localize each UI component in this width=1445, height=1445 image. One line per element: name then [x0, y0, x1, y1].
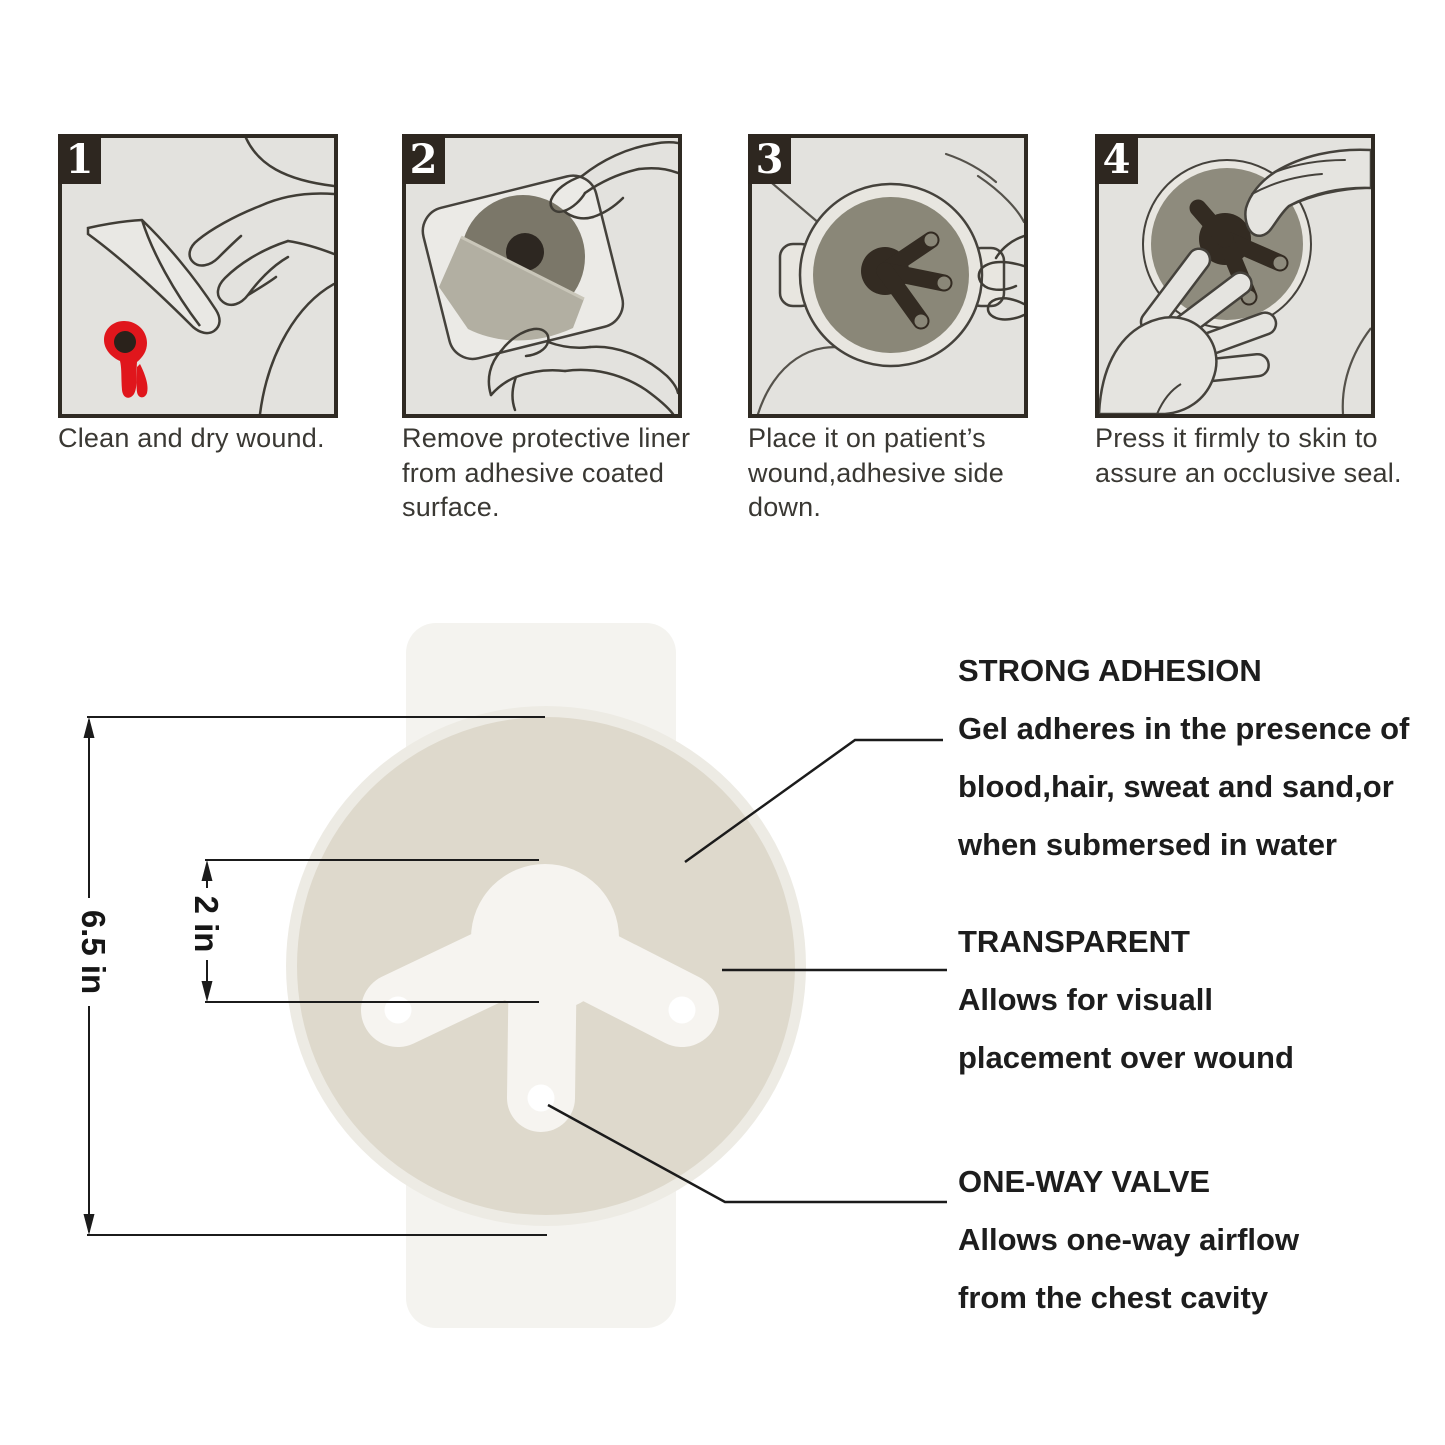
- dimension-label-overall-height: 6.5 in: [75, 909, 112, 995]
- caption-line: wound,adhesive side: [748, 457, 1004, 488]
- callout-title: STRONG ADHESION: [958, 653, 1262, 688]
- step-3-number-badge: 3: [748, 134, 791, 184]
- callout-title: ONE-WAY VALVE: [958, 1164, 1211, 1199]
- caption-line: Clean and dry wound.: [58, 423, 325, 453]
- caption-line: Remove protective liner: [402, 423, 691, 453]
- step-2-number-badge: 2: [402, 134, 445, 184]
- callout-line: Allows one-way airflow: [958, 1222, 1300, 1257]
- callout-line: Gel adheres in the presence of: [958, 711, 1410, 746]
- step-1-number-badge: 1: [58, 134, 101, 184]
- callout-title: TRANSPARENT: [958, 924, 1190, 959]
- caption-line: Place it on patient’s: [748, 423, 986, 453]
- callout-line: blood,hair, sweat and sand,or: [958, 769, 1394, 804]
- callout-strong-adhesion: [958, 642, 1438, 874]
- caption-line: assure an occlusive seal.: [1095, 457, 1402, 488]
- caption-line: surface.: [402, 492, 500, 522]
- dimension-label-valve-height: 2 in: [188, 895, 225, 953]
- callout-one-way-valve: [958, 1153, 1438, 1327]
- valve-port-right: [669, 997, 696, 1024]
- caption-line: Press it firmly to skin to: [1095, 423, 1378, 453]
- callout-line: when submersed in water: [958, 827, 1337, 862]
- callout-line: Allows for visuall: [958, 982, 1213, 1017]
- caption-line: down.: [748, 492, 822, 522]
- caption-line: from adhesive coated: [402, 457, 665, 488]
- callout-line: from the chest cavity: [958, 1280, 1269, 1315]
- callout-transparent: [958, 913, 1438, 1087]
- valve-port-left: [385, 997, 412, 1024]
- step-4-number-badge: 4: [1095, 134, 1138, 184]
- callout-line: placement over wound: [958, 1040, 1294, 1075]
